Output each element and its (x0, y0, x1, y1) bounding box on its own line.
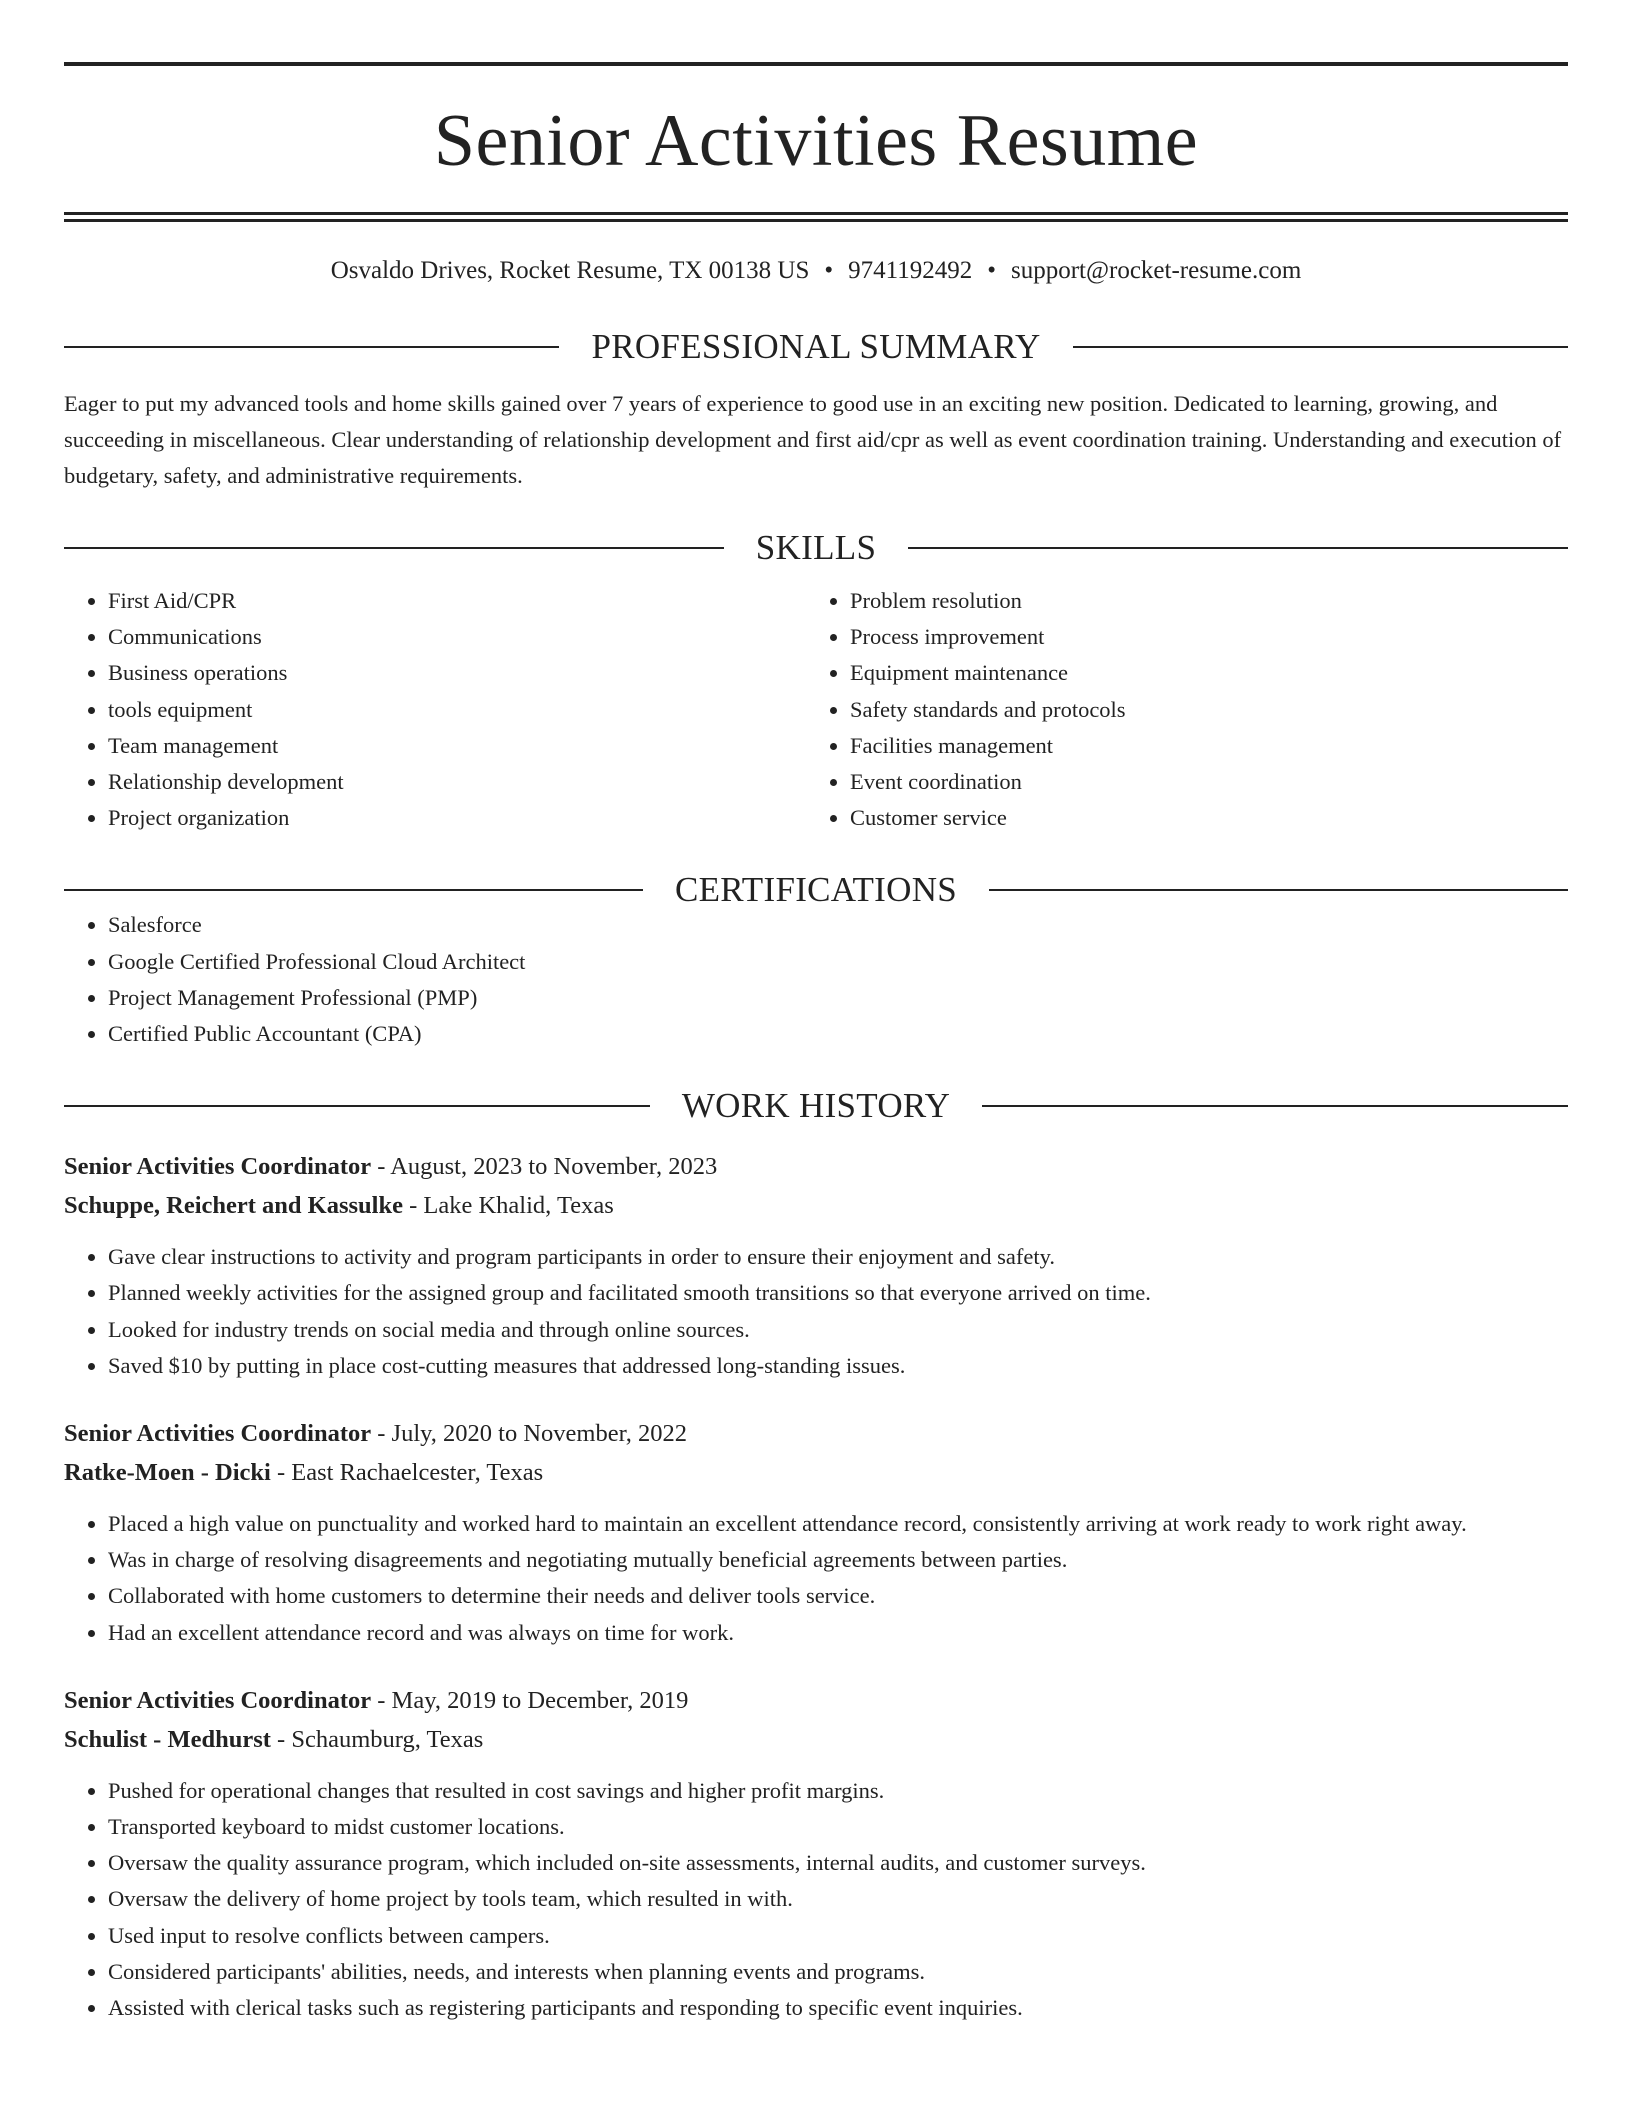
job-title-line (64, 1147, 1568, 1186)
skill-item: • Event coordination (850, 764, 1548, 800)
skill-item: • Problem resolution (850, 583, 1548, 619)
certification-item: • Certified Public Accountant (CPA) (108, 1016, 1568, 1052)
title-double-rule (64, 212, 1568, 222)
contact-address: Osvaldo Drives, Rocket Resume, TX 00138 US (330, 257, 810, 284)
heading-rule-right (989, 889, 1568, 891)
separator-dot: • (987, 257, 996, 284)
contact-line (64, 258, 1568, 283)
top-rule (64, 62, 1568, 66)
skill-item: • Facilities management (850, 728, 1548, 764)
skill-item: • Communications (108, 619, 806, 655)
job-bullet: • Oversaw the delivery of home project by tools team, which resulted in with. (108, 1881, 1568, 1917)
certifications-heading-row (64, 870, 1568, 910)
job-bullet: • Saved $10 by putting in place cost-cutting measures that addressed long-standing issues. (108, 1348, 1568, 1384)
skill-item: • Business operations (108, 655, 806, 691)
summary-heading: PROFESSIONAL SUMMARY (591, 327, 1041, 366)
job-bullet: • Considered participants' abilities, needs, and interests when planning events and programs. (108, 1954, 1568, 1990)
heading-rule-right (982, 1105, 1568, 1107)
job-title: Senior Activities Coordinator (64, 1153, 372, 1181)
skill-item: • Project organization (108, 800, 806, 836)
work-heading: WORK HISTORY (681, 1086, 951, 1126)
job-bullet: • Looked for industry trends on social media and through online sources. (108, 1312, 1568, 1348)
job-location: - East Rachaelcester, Texas (270, 1459, 544, 1487)
job-bullet: • Collaborated with home customers to determine their needs and deliver tools service. (108, 1578, 1568, 1614)
job-bullets (64, 1773, 1568, 2026)
job-company-line (64, 1453, 1568, 1492)
job-company-line (64, 1720, 1568, 1759)
skills-heading: SKILLS (755, 528, 877, 567)
summary-heading-row (64, 329, 1568, 364)
job-company-line (64, 1186, 1568, 1225)
job-entry (64, 1147, 1568, 1384)
summary-text: Eager to put my advanced tools and home skills gained over 7 years of experience to good use in an exciting new position. Dedicated to learning, growing, and succeeding in miscellaneous. Clear understanding of relationship development and first aid/cpr as well as event coordination training. Understanding and execution of budgetary, safety, and administrative requirements. (64, 391, 1562, 488)
skill-item: • Equipment maintenance (850, 655, 1548, 691)
job-company: Schuppe, Reichert and Kassulke (64, 1192, 403, 1220)
skills-columns (64, 583, 1568, 836)
skills-left-list (64, 583, 806, 836)
heading-rule-left (64, 346, 559, 348)
job-bullet: • Planned weekly activities for the assigned group and facilitated smooth transitions so that everyone arrived on time. (108, 1275, 1568, 1311)
certification-item: • Salesforce (108, 907, 1568, 943)
job-bullet: • Placed a high value on punctuality and worked hard to maintain an excellent attendance record, consistently arriving at work ready to work right away. (108, 1506, 1568, 1542)
contact-email: support@rocket-resume.com (1010, 257, 1302, 284)
heading-rule-left (64, 547, 724, 549)
skill-item: • Safety standards and protocols (850, 692, 1548, 728)
skill-item: • tools equipment (108, 692, 806, 728)
job-bullet: • Pushed for operational changes that resulted in cost savings and higher profit margins. (108, 1773, 1568, 1809)
job-bullet: • Transported keyboard to midst customer locations. (108, 1809, 1568, 1845)
skill-item: • Process improvement (850, 619, 1548, 655)
skill-item: • Team management (108, 728, 806, 764)
job-title-line (64, 1681, 1568, 1720)
job-bullet: • Had an excellent attendance record and was always on time for work. (108, 1615, 1568, 1651)
heading-rule-right (908, 547, 1568, 549)
job-company: Ratke-Moen - Dicki (64, 1459, 271, 1487)
job-dates: - August, 2023 to November, 2023 (371, 1153, 718, 1181)
heading-rule-left (64, 889, 643, 891)
certifications-heading: CERTIFICATIONS (674, 870, 958, 910)
certifications-list (64, 907, 1568, 1052)
heading-rule-right (1073, 346, 1568, 348)
work-heading-row (64, 1086, 1568, 1126)
job-bullet: • Gave clear instructions to activity and program participants in order to ensure their enjoyment and safety. (108, 1239, 1568, 1275)
job-dates: - May, 2019 to December, 2019 (371, 1686, 689, 1714)
job-location: - Schaumburg, Texas (270, 1725, 484, 1753)
job-location: - Lake Khalid, Texas (402, 1192, 614, 1220)
job-company: Schulist - Medhurst (64, 1725, 271, 1753)
skills-left-column (64, 583, 806, 836)
job-title: Senior Activities Coordinator (64, 1686, 372, 1714)
certification-item: • Google Certified Professional Cloud Architect (108, 944, 1568, 980)
job-bullet: • Was in charge of resolving disagreements and negotiating mutually beneficial agreements between parties. (108, 1542, 1568, 1578)
job-entry (64, 1681, 1568, 2026)
job-title: Senior Activities Coordinator (64, 1420, 372, 1448)
job-bullet: • Used input to resolve conflicts between campers. (108, 1918, 1568, 1954)
skill-item: • First Aid/CPR (108, 583, 806, 619)
job-dates: - July, 2020 to November, 2022 (371, 1420, 688, 1448)
skill-item: • Customer service (850, 800, 1548, 836)
job-bullet: • Assisted with clerical tasks such as registering participants and responding to specific event inquiries. (108, 1990, 1568, 2026)
skills-heading-row (64, 530, 1568, 565)
skills-right-column (806, 583, 1548, 836)
skills-right-list (806, 583, 1548, 836)
job-bullets (64, 1239, 1568, 1384)
heading-rule-left (64, 1105, 650, 1107)
skill-item: • Relationship development (108, 764, 806, 800)
job-title-line (64, 1414, 1568, 1453)
separator-dot: • (824, 257, 834, 284)
job-entry (64, 1414, 1568, 1651)
job-bullets (64, 1506, 1568, 1651)
certification-item: • Project Management Professional (PMP) (108, 980, 1568, 1016)
resume-title: Senior Activities Resume (433, 100, 1199, 182)
contact-phone: 9741192492 (848, 257, 973, 284)
job-bullet: • Oversaw the quality assurance program, which included on-site assessments, internal audits, and customer surveys. (108, 1845, 1568, 1881)
